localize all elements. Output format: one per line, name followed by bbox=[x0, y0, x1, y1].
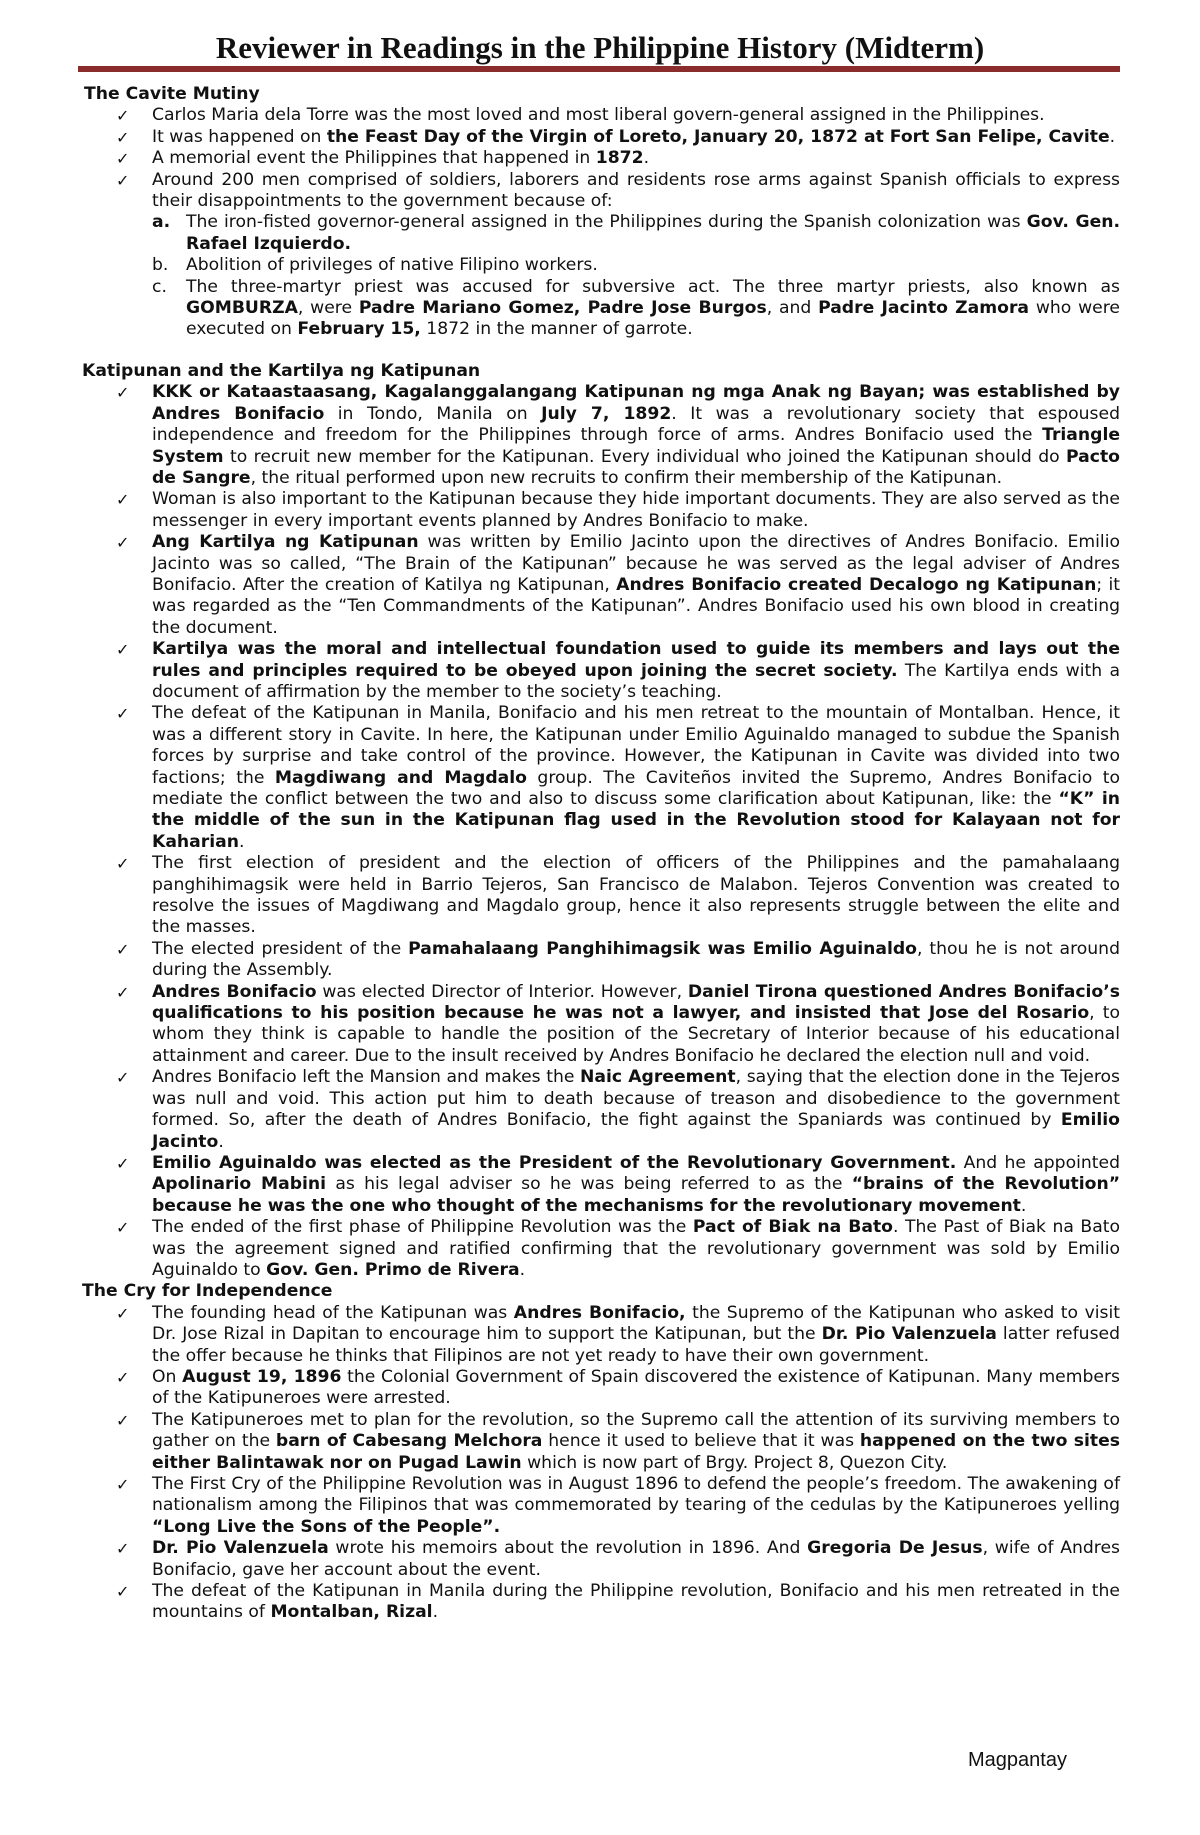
checkmark-icon: ✓ bbox=[116, 1068, 130, 1088]
cry-list bbox=[78, 1303, 1120, 1624]
list-item: ✓ It was happened on the Feast Day of the Virgin of Loreto, January 20, 1872 at Fort San Felipe, Cavite. bbox=[116, 126, 1116, 147]
checkmark-icon: ✓ bbox=[116, 170, 130, 190]
checkmark-icon: ✓ bbox=[116, 383, 130, 403]
section-heading-cry: The Cry for Independence bbox=[82, 1281, 333, 1302]
checkmark-icon: ✓ bbox=[116, 127, 130, 147]
checkmark-icon: ✓ bbox=[116, 1475, 130, 1494]
list-item: ✓ The ended of the first phase of Philippine Revolution was the Pact of Biak na Bato. The Past of Biak na Bato was the agreement signed and ratified confirming that the revolutionary government was sold by Emilio Aguinaldo to Gov. Gen. Primo de Rivera. bbox=[116, 1217, 1121, 1280]
list-item: ✓ Andres Bonifacio was elected Director of Interior. However, Daniel Tirona questioned Andres Bonifacio’s qualifications to his position because he was not a lawyer, and insisted that Jose del Rosario, to whom they think is capable to handle the position of the Secretary of Interior because of his educational attainment and career. Due to the insult received by Andres Bonifacio he declared the election null and void. bbox=[116, 981, 1121, 1066]
section-heading-cavite: The Cavite Mutiny bbox=[84, 84, 260, 104]
author-name: Magpantay bbox=[968, 1749, 1067, 1771]
katipunan-list bbox=[78, 382, 1120, 1281]
checkmark-icon: ✓ bbox=[116, 490, 130, 510]
checkmark-icon: ✓ bbox=[116, 1367, 130, 1387]
checkmark-icon: ✓ bbox=[116, 106, 130, 126]
list-item: ✓ The Katipuneroes met to plan for the revolution, so the Supremo call the attention of its surviving members to gather on the barn of Cabesang Melchora hence it used to believe that it was happened on the two sites either Balintawak nor on Pugad Lawin which is now part of Brgy. Project 8, Quezon City. bbox=[116, 1409, 1120, 1473]
list-item: ✓ The defeat of the Katipunan in Manila during the Philippine revolution, Bonifacio and his men retreated in the mountains of Montalban, Rizal. bbox=[116, 1581, 1120, 1623]
checkmark-icon: ✓ bbox=[116, 1582, 130, 1602]
checkmark-icon: ✓ bbox=[116, 939, 130, 959]
list-item: ✓ Dr. Pio Valenzuela wrote his memoirs about the revolution in 1896. And Gregoria De Jesus, wife of Andres Bonifacio, gave her account about the event. bbox=[116, 1538, 1121, 1580]
list-item: ✓ The first election of president and the election of officers of the Philippines and the pamahalaang panghihimagsik were held in Barrio Tejeros, San Francisco de Malabon. Tejeros Convention was created to resolve the issues of Magdiwang and Magdalo group, hence it also represents struggle between the elite and the masses. bbox=[116, 853, 1120, 938]
list-item: ✓ Andres Bonifacio left the Mansion and makes the Naic Agreement, saying that the election done in the Tejeros was null and void. This action put him to death because of treason and disobedience to the government formed. So, after the death of Andres Bonifacio, the fight against the Spaniards was continued by Emilio Jacinto. bbox=[116, 1067, 1120, 1152]
checkmark-icon: ✓ bbox=[116, 1218, 130, 1238]
checkmark-icon: ✓ bbox=[116, 149, 130, 169]
list-item: ✓ The elected president of the Pamahalaang Panghihimagsik was Emilio Aguinaldo, thou he is not around during the Assembly. bbox=[116, 938, 1120, 981]
list-item: ✓ The defeat of the Katipunan in Manila, Bonifacio and his men retreat to the mountain of Montalban. Hence, it was a different story in Cavite. In here, the Katipunan under Emilio Aguinaldo managed to subdue the Spanish forces by surprise and take control of the province. However, the Katipunan in Cavite was divided into two factions; the Magdiwang and Magdalo group. The Caviteños invited the Supremo, Andres Bonifacio to mediate the conflict between the two and also to discuss some clarification about Katipunan, like: the “K” in the middle of the sun in the Katipunan flag used in the Revolution stood for Kalayaan not for Kaharian. bbox=[116, 703, 1120, 852]
list-item: ✓ KKK or Kataastaasang, Kagalanggalangang Katipunan ng mga Anak ng Bayan; was established by Andres Bonifacio in Tondo, Manila on July 7, 1892. It was a revolutionary society that espoused independence and freedom for the Philippines through force of arms. Andres Bonifacio used the Triangle System to recruit new member for the Katipunan. Every individual who joined the Katipunan should do Pacto de Sangre, the ritual performed upon new recruits to confirm their membership of the Katipunan. bbox=[116, 382, 1120, 488]
checkmark-icon: ✓ bbox=[116, 704, 130, 724]
list-item: ✓ The founding head of the Katipunan was Andres Bonifacio, the Supremo of the Katipunan who asked to visit Dr. Jose Rizal in Dapitan to encourage him to support the Katipunan, but the Dr. Pio Valenzuela latter refused the offer because he thinks that Filipinos are not yet ready to have their own government. bbox=[116, 1302, 1121, 1366]
list-item: ✓ Carlos Maria dela Torre was the most loved and most liberal govern-general assigned in the Philippines. bbox=[116, 105, 1045, 126]
list-item: ✓ The First Cry of the Philippine Revolution was in August 1896 to defend the people’s freedom. The awakening of nationalism among the Filipinos that was commemorated by tearing of the cedulas by the Katipuneroes yelling “Long Live the Sons of the People”. bbox=[116, 1474, 1120, 1537]
document-body bbox=[78, 84, 1120, 1624]
list-item: ✓ A memorial event the Philippines that happened in 1872. bbox=[116, 148, 650, 169]
checkmark-icon: ✓ bbox=[116, 1539, 130, 1559]
checkmark-icon: ✓ bbox=[116, 1410, 130, 1430]
list-item: ✓ Kartilya was the moral and intellectual foundation used to guide its members and lays out the rules and principles required to be obeyed upon joining the secret society. The Kartilya ends with a document of affirmation by the member to the society’s teaching. bbox=[116, 639, 1120, 702]
checkmark-icon: ✓ bbox=[116, 533, 130, 553]
list-item: ✓ On August 19, 1896 the Colonial Government of Spain discovered the existence of Katipunan. Many members of the Katipuneroes were arrested. bbox=[116, 1366, 1121, 1409]
list-item: ✓ Ang Kartilya ng Katipunan was written by Emilio Jacinto upon the directives of Andres Bonifacio. Emilio Jacinto was so called, “The Brain of the Katipunan” because he was served as the legal adviser of Andres Bonifacio. After the creation of Katilya ng Katipunan, Andres Bonifacio created Decalogo ng Katipunan; it was regarded as the “Ten Commandments of the Katipunan”. Andres Bonifacio used his own blood in creating the document. bbox=[116, 532, 1121, 638]
sub-list-item: b. Abolition of privileges of native Filipino workers. bbox=[152, 255, 598, 276]
cavite-sublist bbox=[78, 212, 1120, 340]
section-heading-katipunan: Katipunan and the Kartilya ng Katipunan bbox=[82, 360, 481, 381]
checkmark-icon: ✓ bbox=[116, 854, 130, 874]
checkmark-icon: ✓ bbox=[116, 640, 130, 660]
checkmark-icon: ✓ bbox=[116, 982, 130, 1002]
cavite-list bbox=[78, 105, 1120, 212]
list-item: ✓ Emilio Aguinaldo was elected as the President of the Revolutionary Government. And he appointed Apolinario Mabini as his legal adviser so he was being referred to as the “brains of the Revolution” because he was the one who thought of the mechanisms for the revolutionary movement. bbox=[116, 1152, 1120, 1216]
title-divider bbox=[78, 66, 1120, 72]
checkmark-icon: ✓ bbox=[116, 1303, 130, 1323]
list-item: ✓ Woman is also important to the Katipunan because they hide important documents. They are also served as the messenger in every important events planned by Andres Bonifacio to make. bbox=[116, 489, 1120, 531]
page-title: Reviewer in Readings in the Philippine History (Midterm) bbox=[215, 30, 985, 65]
checkmark-icon: ✓ bbox=[116, 1153, 130, 1173]
sub-list-item: c. The three-martyr priest was accused for subversive act. The three martyr priests, also known as GOMBURZA, were Padre Mariano Gomez, Padre Jose Burgos, and Padre Jacinto Zamora who were executed on February 15, 1872 in the manner of garrote. bbox=[152, 276, 1120, 340]
list-item: ✓ Around 200 men comprised of soldiers, laborers and residents rose arms against Spanish officials to express their disappointments to the government because of: bbox=[116, 169, 1120, 212]
sub-list-item: a. The iron-fisted governor-general assigned in the Philippines during the Spanish colonization was Gov. Gen. Rafael Izquierdo. bbox=[152, 212, 1120, 254]
